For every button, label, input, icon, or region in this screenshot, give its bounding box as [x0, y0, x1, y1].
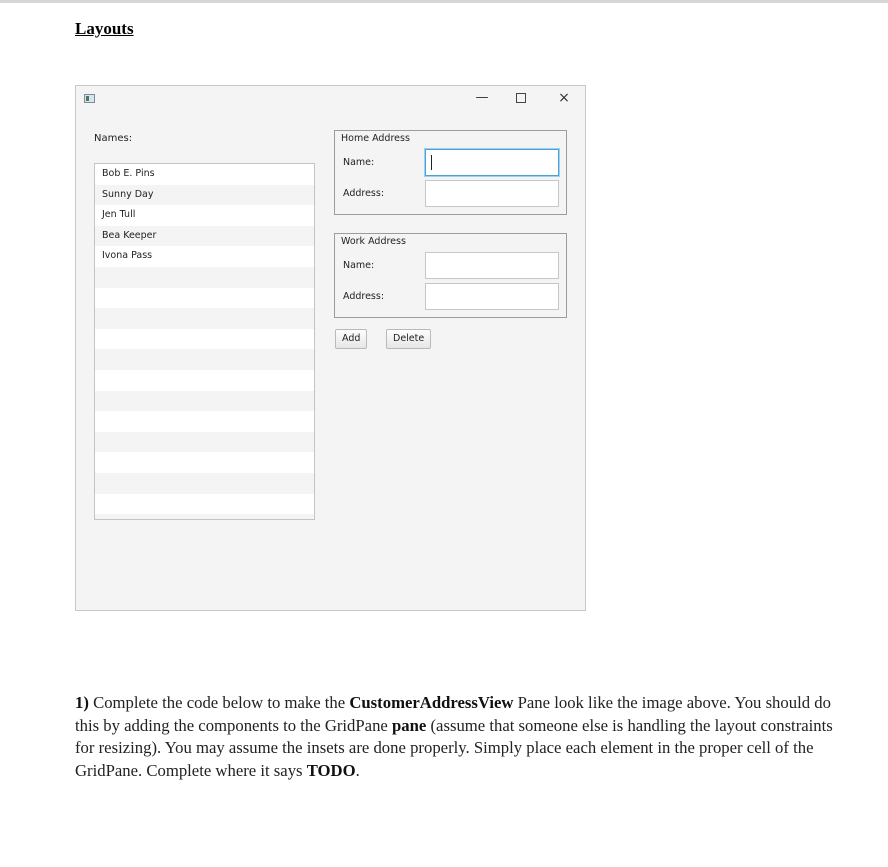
list-item[interactable]	[95, 391, 314, 412]
list-item[interactable]	[95, 308, 314, 329]
list-item[interactable]	[95, 349, 314, 370]
minimize-button[interactable]: —	[475, 90, 489, 105]
list-item[interactable]	[95, 452, 314, 473]
work-address-group	[334, 233, 567, 318]
list-item[interactable]: Jen Tull	[95, 205, 314, 226]
add-button[interactable]: Add	[335, 329, 367, 349]
home-name-label: Name:	[343, 157, 375, 168]
window-titlebar	[76, 86, 585, 112]
app-icon	[84, 94, 95, 103]
page-top-rule	[0, 0, 888, 3]
question-text-part: Pane look like the image above. You should do this by adding the components to the GridPane	[75, 693, 831, 735]
list-item[interactable]: Ivona Pass	[95, 246, 314, 267]
names-label: Names:	[94, 133, 133, 144]
list-item[interactable]	[95, 494, 314, 515]
close-button[interactable]: ×	[558, 90, 570, 106]
list-item[interactable]: Bob E. Pins	[95, 164, 314, 185]
question-todo: TODO	[306, 760, 356, 780]
question-pane-name: pane	[392, 715, 427, 735]
delete-button[interactable]: Delete	[386, 329, 431, 349]
question-text-part: Complete the code below to make the	[88, 693, 350, 712]
work-name-input[interactable]	[425, 252, 559, 279]
question-class-name: CustomerAddressView	[349, 693, 514, 712]
question-text	[75, 692, 835, 782]
home-address-legend: Home Address	[341, 133, 410, 144]
home-name-input[interactable]	[425, 149, 559, 176]
list-item[interactable]	[95, 432, 314, 453]
list-item[interactable]	[95, 370, 314, 391]
work-address-label: Address:	[343, 291, 385, 302]
list-item[interactable]: Sunny Day	[95, 185, 314, 206]
work-name-label: Name:	[343, 260, 375, 271]
list-item[interactable]	[95, 288, 314, 309]
home-address-group	[334, 130, 567, 215]
app-window-screenshot	[75, 85, 586, 611]
home-address-label: Address:	[343, 188, 385, 199]
list-item[interactable]	[95, 411, 314, 432]
list-item[interactable]	[95, 329, 314, 350]
maximize-icon	[516, 93, 526, 103]
work-address-input[interactable]	[425, 283, 559, 310]
text-caret	[431, 155, 432, 170]
list-item[interactable]: Bea Keeper	[95, 226, 314, 247]
work-address-legend: Work Address	[341, 236, 406, 247]
question-text-part: (assume that someone else is handling the layout constraints for resizing). You may assume the insets are done properly. Simply place each element in the proper cell of the GridPane. Complete where it says	[75, 715, 833, 780]
list-item[interactable]	[95, 267, 314, 288]
section-heading: Layouts	[75, 19, 134, 38]
list-item[interactable]	[95, 514, 314, 520]
maximize-button[interactable]	[509, 88, 533, 108]
question-number: 1)	[75, 693, 89, 712]
home-address-input[interactable]	[425, 180, 559, 207]
question-text-part: .	[355, 760, 360, 780]
names-list[interactable]	[94, 163, 315, 520]
list-item[interactable]	[95, 473, 314, 494]
